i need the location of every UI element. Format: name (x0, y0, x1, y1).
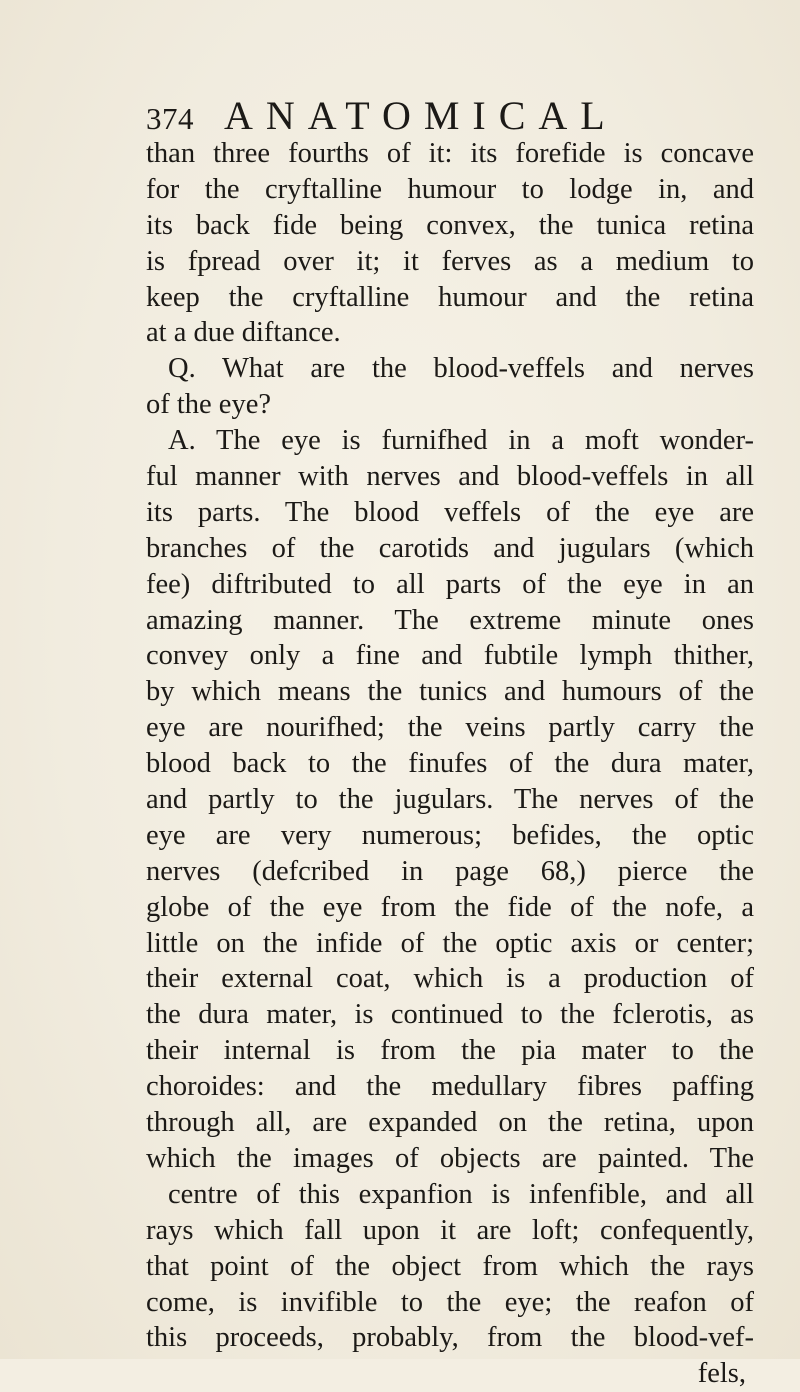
text-line: for the cryftalline humour to lodge in, and (146, 173, 754, 205)
question-line: Q. What are the blood-veffels and nerves (168, 353, 754, 385)
page-header (146, 92, 618, 138)
text-line: rays which fall upon it are loft; confequently, (146, 1214, 754, 1246)
body-text (146, 136, 754, 1392)
text-line: eye are nourifhed; the veins partly carry the (146, 712, 754, 744)
text-line: convey only a fine and fubtile lymph thither, (146, 640, 754, 672)
text-line: and partly to the jugulars. The nerves of the (146, 784, 754, 816)
text-line: of the eye? (146, 389, 272, 421)
page-number: 374 (146, 101, 194, 136)
text-line: its back fide being convex, the tunica retina (146, 209, 754, 241)
text-line: nerves (defcribed in page 68,) pierce the (146, 855, 754, 887)
text-line: branches of the carotids and jugulars (which (146, 532, 754, 564)
text-line: is fpread over it; it ferves as a medium to (146, 245, 754, 277)
text-line: little on the infide of the optic axis or center; (146, 927, 754, 959)
text-line: amazing manner. The extreme minute ones (146, 604, 754, 636)
text-line: their external coat, which is a production of (146, 963, 754, 995)
text-line: ful manner with nerves and blood-veffels in all (146, 461, 754, 493)
text-line: blood back to the finufes of the dura mater, (146, 748, 754, 780)
running-head: ANATOMICAL (224, 93, 618, 138)
text-line: come, is invifible to the eye; the reafon of (146, 1286, 754, 1318)
text-line: the dura mater, is continued to the fclerotis, as (146, 999, 754, 1031)
text-line: their internal is from the pia mater to the (146, 1035, 754, 1067)
text-line: fee) diftributed to all parts of the eye in an (146, 568, 754, 600)
text-line: through all, are expanded on the retina, upon (146, 1107, 754, 1139)
text-line: eye are very numerous; befides, the optic (146, 819, 754, 851)
text-line: choroides: and the medullary fibres paffing (146, 1071, 754, 1103)
text-line: its parts. The blood veffels of the eye are (146, 496, 754, 528)
text-line: which the images of objects are painted. The (146, 1142, 754, 1174)
text-line: centre of this expanfion is infenfible, and all (168, 1178, 754, 1210)
text-line: than three fourths of it: its forefide is concave (146, 138, 754, 169)
text-line: that point of the object from which the rays (146, 1250, 754, 1282)
text-line: keep the cryftalline humour and the retina (146, 281, 754, 313)
answer-line: A. The eye is furnifhed in a moft wonder- (168, 425, 754, 457)
text-line: globe of the eye from the fide of the nofe, a (146, 891, 754, 923)
catchword: fels, (697, 1358, 746, 1390)
text-line: at a due diftance. (146, 317, 341, 349)
text-line: by which means the tunics and humours of the (146, 676, 754, 708)
text-line: this proceeds, probably, from the blood-vef- (146, 1322, 754, 1354)
